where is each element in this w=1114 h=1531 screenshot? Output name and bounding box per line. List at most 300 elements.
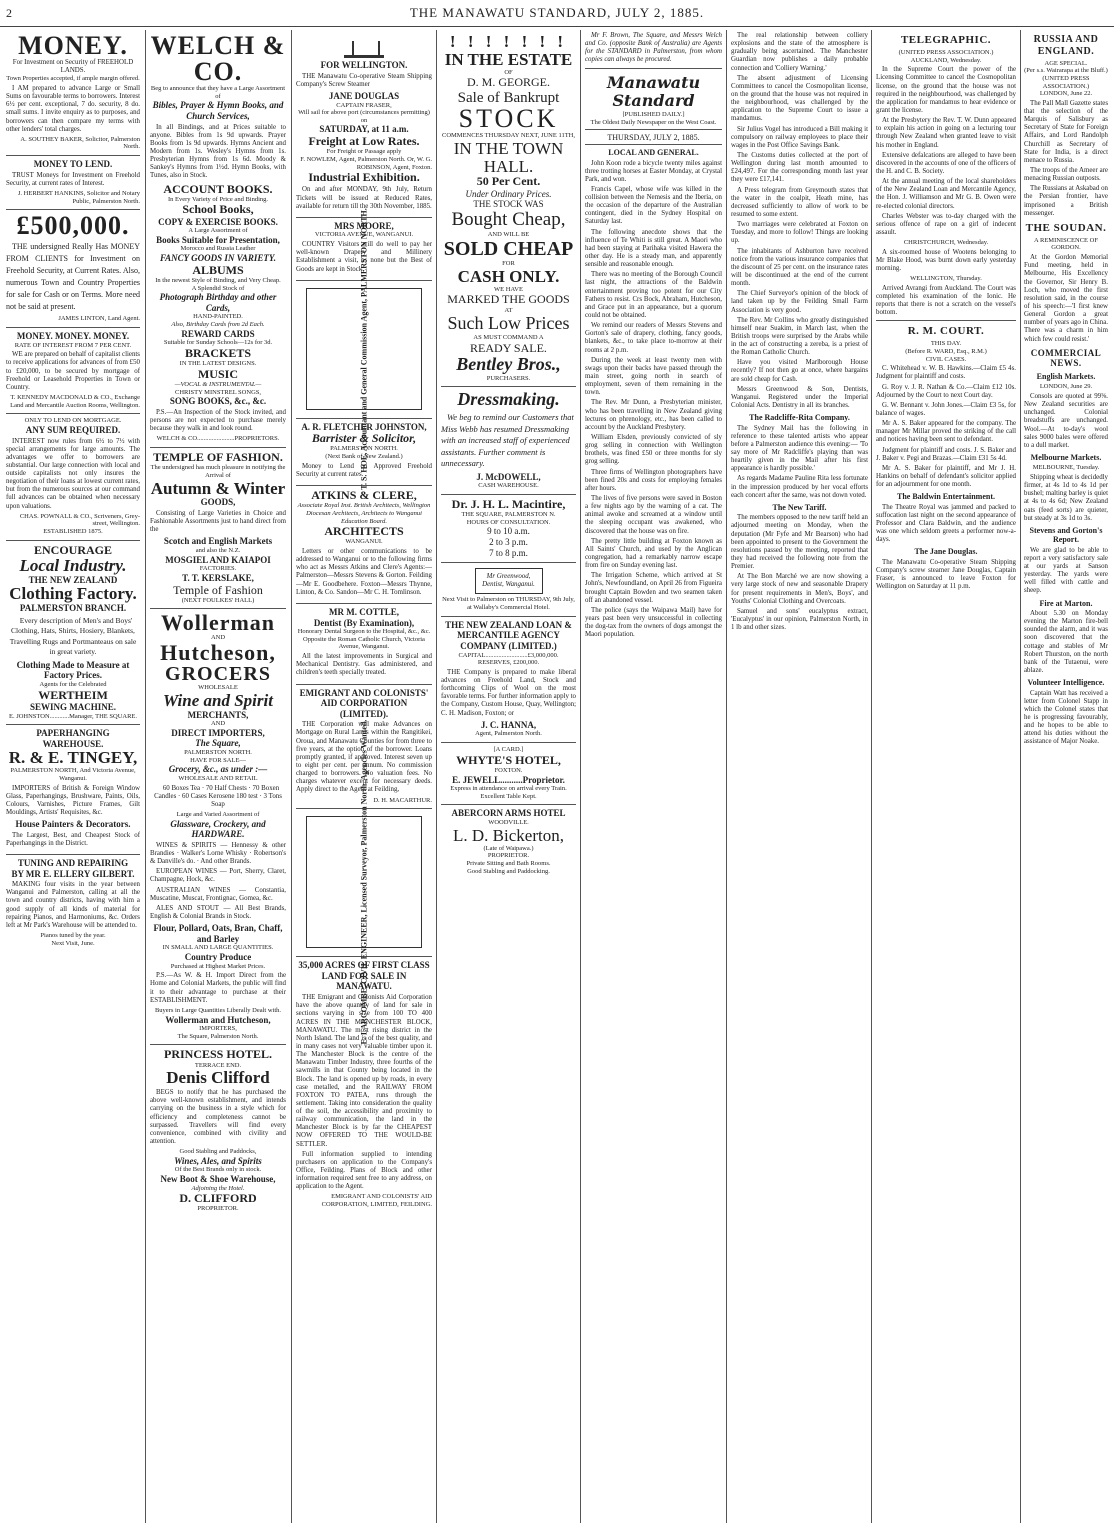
ad-subline: MOSGIEL AND KAIAPOI [165, 554, 271, 565]
page-number: 2 [6, 6, 13, 20]
ad-subline: Honorary Dental Surgeon to the Hospital, &c., &c. [297, 628, 431, 636]
ad-body: TRUST Moneys for Investment on Freehold Security, at current rates of Interest. [6, 171, 140, 187]
article-paragraph: The absent adjustment of Licensing Committees to cancel the Cosmopolitan license, on the ground that the house was not required in the neighbourhood, was challenged by the application to the Supreme Court to issue a mandamus. [731, 74, 868, 123]
ad-subline: Books Suitable for Presentation, [156, 234, 280, 245]
ad-subline: A Splendid Stock of [191, 284, 245, 292]
ad-body: THE Emigrant and Colonists Aid Corporation have the above quantity of land for sale in sections varying in size from 100 TO 400 ACRES IN THE MANCHESTER BLOCK, MANAWATU. The most rising district in the North Island. The land is of the best quality, and in many cases not very valuable timber upon it. The Manchester Block is the centre of the Manawatu Timber Industry, three fourths of the sawmills in that County being located in the Block. The land is opened up by roads, in every case metalled, and the RAILWAY FROM FOXTON TO PATEA, runs through the settlement. Taking into consideration the quality of the soil, the accessibility and proximity to railway communication, the land in the Manchester Block is by far the CHEAPEST NOW OFFERED TO THE WOULD-BE SETTLER. [296, 994, 432, 1148]
ad-headline: ABERCORN ARMS HOTEL [451, 808, 566, 819]
column-5 [585, 30, 722, 1523]
dateline: MELBOURNE, Tuesday. [1032, 464, 1100, 472]
ad-abercorn [441, 805, 576, 879]
ad-subline: THE STOCK WAS [473, 199, 544, 210]
section-heading: Melbourne Markets. [1030, 452, 1102, 462]
ad-headline: L. D. Bickerton, [453, 825, 564, 845]
ad-subline: Beg to announce that they have a Large Assortment of [150, 85, 286, 100]
article-paragraph: During the week at least twenty men with swags upon their backs have passed through the main street, going north in search of employment, seven of them remaining in the town. [585, 356, 722, 397]
ad-headline: A. R. FLETCHER JOHNSTON, [301, 421, 427, 432]
article-paragraph: John Koon rode a bicycle twenty miles against three trotting horses at Easter Monday, at Crystal Park, and won. [585, 159, 722, 183]
ad-headline: THE NEW ZEALAND LOAN & MERCANTILE AGENCY COMPANY (LIMITED.) [445, 619, 572, 651]
section-subline: (UNITED PRESS ASSOCIATION.) [1042, 74, 1090, 90]
ad-subline: 9 to 10 a.m. [487, 526, 530, 537]
section-subline: AGE SPECIAL. [1044, 59, 1088, 67]
ad-headline: PRINCESS HOTEL. [163, 1047, 273, 1062]
ad-headline: Wollerman [160, 610, 276, 636]
ad-headline: MR M. COTTLE, [328, 606, 399, 617]
column-rule [871, 30, 872, 1523]
ad-body: COUNTRY Visitors will do well to pay her well-known Drapery and Millinery Establishment a visit, as none but the Best of Goods are kept in Stock. [296, 241, 432, 273]
ad-headline: IN THE TOWN HALL. [453, 138, 564, 176]
ad-subline: Express in attendance on arrival every Train. [450, 785, 567, 793]
ad-body: WE are prepared on behalf of capitalist clients to receive applications for advances of from £50 to £20,000, to be secured by mortgage of Freehold or Leasehold Properties in Town or Country. [6, 351, 140, 391]
dateline: LONDON, June 22. [1039, 90, 1093, 98]
ad-temple-of-fashion [150, 448, 286, 609]
ad-subline: ONLY TO LEND ON MORTGAGE. [24, 417, 122, 425]
ad-subline: SEWING MACHINE. [29, 701, 116, 712]
ad-subline: 2 to 3 p.m. [489, 536, 528, 547]
ad-body: THE Corporation will make Advances on Mortgage on Rural Lands within the Rangitikei, Oroua, and Manawatu Counties for from three to five years, at the option of the borrower. Loans promptly granted, if approved. Interest seven up to eight per cent. per annum. No commission charged to borrowers. No valuation fees. No charges whatever except for necessary deeds. Apply direct to the Agent at Feilding, [296, 721, 432, 794]
ad-headline: IN THE ESTATE [444, 49, 573, 69]
ad-headline: Industrial Exhibition. [308, 170, 420, 185]
column-rule [436, 30, 437, 1523]
ad-subline: PURCHASERS. [486, 374, 531, 382]
ad-subline: PALMERSTON NORTH. [184, 749, 252, 757]
article-paragraph: C. Whitehead v. W. B. Hawkins.—Claim £5 4s. Judgment for plaintiff and costs. [876, 365, 1016, 381]
section-subline: (UNITED PRESS ASSOCIATION.) [898, 48, 994, 56]
ad-subline: Purchased at Highest Market Prices. [170, 962, 266, 970]
ad-headline: MONEY. [18, 31, 128, 60]
article-paragraph: There was no meeting of the Borough Council last night, the attractions of the Baldwin entertainment proving too potent for our City Fathers to resist. Crs Bock, Abraham, Hutcheson, and Grace put in an appearance, but a quorum could not be obtained. [585, 271, 722, 320]
ad-subline: Town Properties accepted, if ample margin offered. [6, 75, 140, 83]
article-paragraph: The Sydney Mail has the following in reference to these talented artists who appear before a Palmerston audience this evening:— 'To say more of Mr Radcliffe's playing than was heartily given in the Mail after his first appearance is hardly possible.' [731, 424, 868, 473]
ad-subline: WOODVILLE. [488, 819, 529, 827]
article-paragraph: The Manawatu Co-operative Steam Shipping Company's screw steamer Jane Douglas, Captain Fraser, is announced to leave Foxton for Wellington on Saturday at 11 p.m. [876, 558, 1016, 591]
ad-headline: D. M. GEORGE. [467, 75, 550, 90]
ad-body: In all Bindings, and at Prices suitable to anyone. Bibles from 1s 9d upwards. Prayer Books from 1s 9d upwards. Hymns Ancient and Modern from 1s. Wesley's Hymns from 1s. Presbyterian Hymns from 1s 6d. Moody & Sankey's Hymns from 1½d. Hymn Books, with Tunes, also in Stock. [150, 123, 286, 180]
section-heading: The Radcliffe-Rita Company. [749, 413, 850, 423]
ad-signature: J. HERBERT HANKINS, Solicitor and Notary Public, Palmerston North. [17, 189, 140, 205]
ad-subline: THE SQUARE, PALMERSTON N. [461, 511, 556, 519]
ad-headline: MONEY TO LEND. [33, 159, 113, 170]
ad-subline: Scotch and English Markets [163, 536, 273, 547]
ad-subline: COPY & EXERCISE BOOKS. [158, 216, 278, 227]
ad-welch [150, 30, 286, 448]
ad-subline: PALMERSTON BRANCH. [19, 603, 127, 614]
ad-headline: ENCOURAGE [33, 542, 112, 557]
ad-mortgage [6, 414, 140, 541]
ad-body: On and after MONDAY, 9th July, Return Tickets will be issued at Reduced Rates, available for return till the 30th November, 1885. [296, 186, 432, 210]
column-rule [580, 30, 581, 1523]
article-paragraph: Mr A. S. Baker for plaintiff, and Mr J. H. Hankins on behalf of defendant's solicitor applied for an adjournment for one month. [876, 464, 1016, 489]
ad-subline: New Boot & Shoe Warehouse, [160, 1174, 276, 1185]
article-paragraph: The police (says the Waipawa Mail) have for years past been very unsuccessful in collecting the dog-tax from the owners of dogs amongst the Maori population. [585, 606, 722, 639]
ad-subline: PROPRIETOR. [487, 852, 530, 860]
ad-subline: AND [210, 720, 226, 728]
article-paragraph: The pretty little building at Foxton known as All Saints' Church, and used by the Anglican congregation, had a remarkably narrow escape from fire on Sunday evening last. [585, 537, 722, 570]
ad-headline: TUNING AND REPAIRING [17, 857, 129, 868]
ad-subline: HAND-PAINTED. [193, 313, 243, 321]
ad-headline: MARKED THE GOODS [447, 292, 570, 307]
ad-headline: £500,000. [16, 211, 130, 241]
ad-subline: Excellent Table Kept. [480, 792, 537, 800]
ad-headline: SOLD CHEAP [443, 238, 574, 261]
article-paragraph: G. Roy v. J. R. Nathan & Co.—Claim £12 10s. Adjourned by the Court to next Court day. [876, 383, 1016, 399]
ad-headline: WELCH & CO. [150, 31, 286, 86]
ad-body: AUSTRALIAN WINES — Constantia, Muscatine, Muscat, Frontignac, Gomea, &c. [150, 886, 286, 902]
ad-subline: Next Visit to Palmerston on THURSDAY, 9th July, at Wallaby's Commercial Hotel. [442, 596, 575, 612]
ad-headline: TEMPLE OF FASHION. [153, 450, 283, 465]
ad-headline: GROCERS [165, 663, 271, 686]
ad-atkins-clere [296, 486, 432, 604]
ad-body: 60 Boxes Tea · 70 Half Chests · 70 Boxen Candles · 60 Cases Kerosene 180 test · 3 Tons Soap [154, 784, 282, 808]
ad-subline: WE HAVE [494, 285, 523, 293]
column-7 [876, 30, 1016, 1523]
ad-headline: CASH ONLY. [457, 266, 560, 286]
ad-headline: ANY SUM REQUIRED. [25, 424, 121, 435]
ad-subline: TERRACE END. [194, 1061, 242, 1069]
paper-nameplate [585, 68, 722, 130]
column-6 [731, 30, 868, 1523]
ad-headline: ATKINS & CLERE, [311, 488, 417, 503]
article-paragraph: A Press telegram from Greymouth states that the water in the coalpit, Heath mine, has decreased sufficiently to allow of work to be resumed to some extent. [731, 186, 868, 218]
ad-headline: MUSIC [197, 366, 238, 381]
ad-body: BEGS to notify that he has purchased the above well-known establishment, and intends carrying on the business in a style which for efficiency and completeness cannot be surpassed. Travellers will find every convenience, combined with civility and attention. [150, 1089, 286, 1145]
ad-signature: Wollerman and Hutcheson, [165, 1014, 271, 1025]
ad-subline: PALMERSTON NORTH. [330, 445, 398, 453]
ad-subline: The Square, [195, 738, 241, 749]
article-paragraph: The members opposed to the new tariff held an adjourned meeting on Monday, when the deputation (Mr Fyfe and Mr Bearson) who had been appointed to present to the Government the resolutions passed by the meeting, reported that they had received the following note from the Premier. [731, 514, 868, 571]
ad-headline: Denis Clifford [166, 1068, 270, 1088]
ad-subline: Agent, Palmerston North. [475, 730, 542, 738]
ad-body: The Largest, Best, and Cheapest Stock of Paperhangings in the District. [6, 831, 140, 847]
ad-subline: A Large Assortment of [188, 227, 248, 235]
ad-body: All the latest improvements in Surgical and Mechanical Dentistry. Gas administered, and children's teeth specially treated. [296, 653, 432, 677]
article-paragraph: Shipping wheat is decidedly firmer, at 4s 1d to 4s 1d per bushel; malting barley is quiet at 4s to 4s 6d; New Zealand oats (feed sorts) are quieter, but steady at 3s 1d to 3s. [1024, 474, 1108, 522]
ad-subline: HOURS OF CONSULTATION. [466, 518, 551, 526]
ad-body: THE Company is prepared to make liberal advances on Freehold Land, Stock and forthcoming Clips of Wool on the most favorable terms. For further information apply to the Company, Custom House, Quay, Wellington; C. H. Madison, Foxton; or [441, 668, 576, 717]
ad-signature: D. CLIFFORD [179, 1191, 257, 1206]
article-paragraph: The inhabitants of Ashburton have received notice from the various insurance companies that the discount of 25 per cent. on the insurance rates will be discontinued at the end of the current month. [731, 247, 868, 288]
section-heading: R. M. COURT. [907, 325, 985, 338]
ad-signature: T. KENNEDY MACDONALD & CO., Exchange Land and Mercantile Auction Rooms, Wellington. [10, 393, 140, 409]
ad-subline: The undersigned has much pleasure in notifying the Arrival of [150, 464, 286, 479]
ad-headline: Hutcheson, [160, 640, 276, 666]
ad-headline: Bentley Bros., [456, 353, 561, 374]
ad-subline: Clothing Made to Measure at Factory Prices. [16, 659, 130, 681]
ad-subline: Grocery, &c., as under :— [168, 764, 268, 775]
section-subline: (Before R. WARD, Esq., R.M.) [905, 348, 987, 356]
article-paragraph: The Chief Surveyor's opinion of the block of land taken up by the Feilding Small Farm Association is very good. [731, 290, 868, 314]
ad-subline: RESERVES, £200,000. [477, 659, 540, 667]
published-note: [PUBLISHED DAILY.] [622, 111, 685, 119]
ad-subline: REWARD CARDS [181, 328, 255, 339]
ad-subline: Buyers in Large Quantities Liberally Dealt with. [154, 1006, 282, 1014]
ad-subline: CASH WAREHOUSE. [478, 482, 539, 490]
ad-headline: 50 Per Cent. [476, 174, 541, 189]
ad-for-wellington [296, 30, 432, 218]
ad-wollerman-hutcheson [150, 609, 286, 1045]
ad-headline: EMIGRANT AND COLONISTS' AID CORPORATION (LIMITED). [299, 687, 429, 719]
ad-subline: AT [504, 306, 513, 314]
ad-subline: In the newest Style of Binding, and Very Cheap. [155, 276, 281, 284]
ad-subline: FANCY GOODS IN VARIETY. [159, 253, 277, 264]
ad-body: INTEREST now rules from 6½ to 7½ with special arrangements for large amounts. The advantages we offer to borrowers are substantial. Our large connection with local and outside capitalists not only insures the negotiation of their loans at lowest current rates, but from the numerous sources at our command full advances can be obtained when necessary upon valuations. [6, 437, 140, 510]
ad-subline: GOODS, [200, 497, 236, 508]
ad-subline: Opposite the Roman Catholic Church, Victoria Avenue, Wanganui. [303, 635, 425, 651]
article-paragraph: We remind our readers of Messrs Stevens and Gorton's sale of drapery, clothing, fancy goods, blankets, &c., to take place to-morrow at their rooms at 2 p.m. [585, 322, 722, 354]
column-8 [1024, 30, 1108, 1523]
ad-subline: JANE DOUGLAS [328, 90, 400, 101]
ad-subline: WANGANUI. [345, 538, 383, 546]
ad-princess-hotel [150, 1045, 286, 1217]
ad-subline: Dentist (By Examination), [313, 617, 415, 628]
column-rule [145, 30, 146, 1523]
ad-piano-tuning [6, 855, 140, 951]
ad-subline: Pianos tuned by the year. [40, 932, 106, 940]
article-paragraph: The lives of five persons were saved in Boston a few nights ago by the warning of a cat. The animal awoke and screamed at a window until the sleeping occupant was awakened, who discovered that the house was on fire. [585, 494, 722, 535]
agents-note: Mr F. Brown, The Square, and Messrs Welch and Co. (opposite Bank of Australia) are Agents for the STANDARD in Palmerston, from whom copies can always be procured. [585, 32, 722, 64]
ad-headline: ACCOUNT BOOKS. [163, 181, 273, 196]
ad-subline: Agents for the Celebrated [39, 681, 107, 689]
ad-subline: E. JEWELL..........Proprietor. [452, 774, 565, 785]
section-heading: LOCAL AND GENERAL. [608, 148, 699, 158]
ad-subline: For Investment on Security of FREEHOLD LANDS. [12, 59, 134, 75]
section-heading: Stevens and Gorton's Report. [1029, 525, 1103, 545]
ad-headline: Dressmaking. [457, 389, 560, 410]
column-rule [1020, 30, 1021, 1523]
ad-signature: A. SOUTHEY BAKER, Solicitor, Palmerston North. [20, 135, 140, 151]
section-heading: COMMERCIAL NEWS. [1030, 347, 1102, 369]
ad-subline: Good Stabling and Paddocks, [179, 1148, 257, 1156]
ad-subline: IN SMALL AND LARGE QUANTITIES. [162, 944, 274, 952]
ad-headline: School Books, [182, 202, 254, 217]
ad-headline: ! ! ! ! ! ! ! [449, 32, 568, 51]
ad-tingey [6, 725, 140, 855]
section-subline: (Per s.s. Wairarapa at the Bluff.) [1024, 67, 1108, 75]
ad-subline: Will sail for above port (circumstances permitting) on [298, 109, 430, 124]
ad-subline: Bibles, Prayer & Hymn Books, and Church Services, [152, 100, 284, 121]
ad-subline: and also the N.Z. [195, 547, 241, 554]
ad-subline: Of the Best Brands only in stock. [174, 1166, 262, 1174]
ad-money [6, 30, 140, 156]
ad-headline: Temple of Fashion [173, 582, 263, 597]
ad-subline: FOXTON. [494, 766, 523, 774]
ad-whytes-hotel [441, 743, 576, 805]
ad-subline: Under Ordinary Prices. [465, 188, 552, 199]
ad-subline: CAPITAL..........................£3,000,000. [458, 651, 559, 659]
ad-headline: BRACKETS [184, 345, 252, 360]
ad-subline: DIRECT IMPORTERS, [171, 727, 265, 738]
article-paragraph: The Rev. Mr Collins who greatly distinguished himself near Suakim, in March last, when the British troops were surprised by the Arabs while in the act of constructing a zereba, is a priest of the Roman Catholic Church. [731, 316, 868, 357]
ad-headline: STOCK [458, 104, 559, 134]
ad-subline: Adjoining the Hotel. [191, 1184, 245, 1192]
section-heading: The Jane Douglas. [914, 547, 978, 557]
section-subline: THIS DAY. [930, 340, 962, 348]
ad-subline: FACTORIES. [199, 565, 237, 573]
dateline: WELLINGTON, Thursday. [910, 275, 982, 283]
ad-subline: (Next Bank of New Zealand.) [325, 453, 403, 461]
ad-subline: In Every Variety of Price and Binding. [167, 195, 269, 203]
ad-signature: CHAS. POWNALL & CO., Scriveners, Grey-street, Wellington. [19, 512, 140, 528]
ad-bankrupt-stock [441, 30, 576, 387]
masthead-title: THE MANAWATU STANDARD, JULY 2, 1885. [409, 5, 705, 20]
ad-subline: (NEXT FOULKES' HALL) [181, 596, 255, 604]
ad-headline: ALBUMS [192, 262, 244, 277]
article-paragraph: Judgment for plaintiff and costs. J. S. Baker and J. Baker v. Pegi and Brazas.—Claim £31 5s 4d. [876, 446, 1016, 462]
article-paragraph: Charles Webster was to-day charged with the serious offence of rape on a girl of indecent assault. [876, 212, 1016, 236]
column-1 [6, 30, 140, 1523]
ad-signature: F. NOWLEM, Agent, Palmerston North. Or, W. G. ROBINSON, Agent, Foxton. [300, 155, 432, 171]
section-heading: Fire at Marton. [1039, 598, 1093, 608]
article-paragraph: The Rev. Mr Dunn, a Presbyterian minister, who has been travelling in New Zealand giving lectures on phrenology, etc., has been called to account by the Auckland Presbytery. [585, 399, 722, 431]
ad-headline: READY SALE. [470, 340, 547, 355]
ad-nzlma [441, 617, 576, 743]
ad-signature: J. C. HANNA, [480, 719, 537, 730]
ad-subline: VICTORIA AVENUE, WANGANUI. [314, 231, 414, 239]
ad-body: Letters or other communications to be addressed to Wanganui or to the following firms who act as Messrs Atkins and Clere's Agents:— Palmerston—Messrs Stevens & Gorton. Feilding—Mr E. Goodbehere. Foxton—Messrs Thynne, Linton, & Co. Sandon—Mr C. H. Tomlinson. [296, 548, 432, 596]
ad-headline: Autumn & Winter [150, 478, 286, 498]
ad-subline: OF [504, 68, 513, 76]
article-paragraph: G. W. Bennant v. John Jones.—Claim £3 5s, for balance of wages. [876, 401, 1016, 418]
article-paragraph: The Customs duties collected at the port of Wellington during last month amounted to £24,497. For the corresponding month last year they were £17,141. [731, 151, 868, 184]
ad-body: P.S.—As W. & H. Import Direct from the Home and Colonial Markets, the public will find it to their advantage to purchase at their ESTABLISHMENT. [150, 972, 286, 1004]
article-paragraph: Captain Watt has received a letter from Colonel Stapp in which the Colonel states that he is progressing favourably, and he hopes to be able to attend his duties without the assistance of Major Noake. [1024, 689, 1108, 746]
article-paragraph: About 5.30 on Monday evening the Marton fire-bell sounded the alarm, and it was soon discovered that the cottage and stables of Mr Robert Thurston, on the north bank of the Tutaenui, were ablaze. [1024, 610, 1108, 675]
ad-macintire [441, 495, 576, 563]
oldest-note: The Oldest Daily Newspaper on the West Coast. [590, 118, 717, 126]
ad-subline: WHOLESALE AND RETAIL [178, 774, 258, 782]
ad-subline: SATURDAY, at 11 a.m. [319, 124, 409, 135]
ad-subline: The Square, Palmerston North. [177, 1032, 259, 1040]
article-paragraph: The Pall Mall Gazette states that the selection of the Marquis of Salisbury as Secretary of State for Foreign Affairs, and Lord Randolph Churchill as Secretary of State for India, is a direct menace to Russia. [1024, 99, 1108, 164]
ad-headline: FOR WELLINGTON. [320, 60, 408, 70]
ad-signature: E. JOHNSTON............Manager, THE SQUARE. [8, 712, 138, 720]
ad-money-money [6, 328, 140, 414]
ad-headline: PAPERHANGING WAREHOUSE. [36, 728, 110, 749]
ad-signature: WELCH & CO.......................PROPRIETORS. [156, 435, 280, 443]
article-paragraph: Extensive defalcations are alleged to have been discovered in the accounts of one of the officers of the H. and C. B. Society. [876, 151, 1016, 175]
paper-name: Manawatu Standard [606, 72, 701, 111]
steamer-icon [344, 35, 384, 58]
ad-headline: Wine and Spirit [163, 690, 273, 710]
ad-subline: Country Produce [184, 952, 252, 963]
article-paragraph: Messrs Greenwood & Son, Dentists, Wanganui. Registered under the Imperial Colonial Acts. Dentistry in all its branches. [731, 385, 868, 410]
ad-subline: WHOLESALE [198, 684, 238, 692]
article-paragraph: Consols are quoted at 99⅝. New Zealand securities are unchanged. Colonial breadstuffs are unchanged. Wool.—At to-day's wool sales 9000 bales were offered to a dull market. [1024, 392, 1108, 449]
column-4 [441, 30, 576, 1523]
ad-headline: MRS MOORE, [334, 220, 394, 231]
article-paragraph: Samuel and sons' eucalyptus extract, 'Eucalyptus' in our opinion, Palmerston North, in 1 lb and other sizes. [731, 607, 868, 632]
ad-headline: ARCHITECTS [324, 524, 404, 539]
ad-subline: Suitable for Sunday Schools—12s for 3d. [163, 339, 273, 347]
article-paragraph: At the annual meeting of the local shareholders of the New Zealand Loan and Mercantile Agency, the Hon. J. Williamson and Mr G. B. Owen were re-elected colonial directors. [876, 178, 1016, 210]
ad-subline: Good Stabling and Paddocking. [467, 867, 550, 875]
ad-headline: Barrister & Solicitor, [311, 431, 417, 446]
ad-headline: WHYTE'S HOTEL, [456, 752, 561, 767]
ad-body: THE undersigned Really Has MONEY FROM CLIENTS for Investment on Freehold Security, at Current Rates. Also, numerous Town and Country Properties for sale for Cash or on Terms. More need not be said at present. [6, 242, 140, 312]
ad-subline: T. T. KERSLAKE, [182, 572, 254, 583]
masthead [0, 0, 1114, 27]
ad-clothing-factory [6, 541, 140, 725]
article-paragraph: Sir Julius Vogel has introduced a Bill making it compulsory on railway employees to place their wages in the Post Office Savings Bank. [731, 125, 868, 149]
ad-headline: Clothing Factory. [9, 584, 137, 604]
ad-500000 [6, 210, 140, 328]
ad-body: WINES & SPIRITS — Hennessy & other Brandies · Walker's Lorne Whisky · Robertson's & Danville's do. · And other Brands. [150, 841, 286, 866]
ad-subline: AND [210, 634, 226, 642]
ad-body: Consisting of Large Varieties in Choice and Fashionable Assortments just to hand direct from the [150, 509, 286, 534]
ad-subline: THE NEW ZEALAND [28, 574, 118, 585]
ad-subline: ESTABLISHED 1875. [43, 528, 103, 536]
article-paragraph: The Theatre Royal was jammed and packed to suffocation last night on the second appearance of Professor and Clara Baldwin, and the audience was one which seldom greets a performer now-a-days. [876, 503, 1016, 544]
ad-subline: BY MR E. ELLERY GILBERT. [11, 868, 135, 879]
ad-subline: RATE OF INTEREST FROM 7 PER CENT. [14, 341, 132, 349]
ad-body: IMPORTERS of British & Foreign Window Glass, Paperhangings, Brushware, Paints, Oils, Colours, Varnishes, Picture Frames, Gilt Mouldings, Artists' Requisites, &c. [6, 784, 140, 816]
ad-subline: Mr Greenwood, Dentist, Wanganui. [475, 568, 543, 594]
ad-headline: R. & E. TINGEY, [8, 748, 138, 768]
ad-subline: CHRISTY MINSTREL SONGS, [174, 388, 261, 396]
ad-subline: PROPRIETOR. [197, 1205, 239, 1213]
ad-subline: PALMERSTON NORTH, And Victoria Avenue, Wanganui. [10, 767, 136, 782]
ad-headline: Freight at Low Rates. [308, 134, 420, 149]
section-heading: RUSSIA AND ENGLAND. [1033, 34, 1099, 57]
ad-body: Full information supplied to intending purchasers on application to the Company's Office, Feilding. Plans of Block and other information required sent free to any address, on application to the Agent. [296, 1150, 432, 1191]
ad-subline: Wines, Ales, and Spirits [174, 1155, 262, 1166]
ad-body: We beg to remind our Customers that Miss Webb has resumed Dressmaking with an increased staff of experienced assistants. Further comment is unnecessary. [441, 412, 574, 469]
dateline: AUCKLAND, Wednesday. [910, 56, 982, 64]
ad-body: Money to Lend on Approved Freehold Security at current rates. [296, 462, 432, 478]
ad-body: MAKING four visits in the year between Wanganui and Palmerston, calling at all the town and country districts, having with him a good supply of all kinds of material for repairing Pianos, and Harmoniums, &c. Orders left at Mr Park's Warehouse will be attended to. [6, 881, 140, 929]
section-heading: The Baldwin Entertainment. [896, 492, 995, 502]
ad-subline: Large and Varied Assortment of [176, 811, 260, 819]
card-text: T. S. HOE, Accountant and General Commission Agent, PALMERSTON NORTH. [359, 207, 369, 490]
article-paragraph: We are glad to be able to report a very satisfactory sale at our yards at Sanson yesterday. The yards were well filled with cattle and sheep. [1024, 546, 1108, 595]
ad-subline: HAVE FOR SALE— [190, 756, 246, 764]
ad-body: P.S.—An Inspection of the Stock invited, and persons are not expected to purchase merely because they walk in and look round. [150, 408, 286, 433]
ad-headline: WERTHEIM [38, 687, 108, 702]
ad-subline: COMMENCES THURSDAY NEXT, JUNE 11TH, [441, 132, 576, 140]
section-heading: The New Tariff. [772, 502, 827, 512]
article-paragraph: William Elsden, previously convicted of sly grog selling in connection with Wellington brothels, was fined £50 or three months for sly grog selling. [585, 434, 722, 466]
article-paragraph: The real relationship between colliery explosions and the state of the atmosphere is gradually being ascertained. The Manchester Guardian now publishes a daily probable connection and 'Colliery Warning.' [731, 32, 868, 72]
ad-subline: [A CARD.] [493, 746, 524, 753]
ad-signature: EMIGRANT AND COLONISTS' AID CORPORATION, LIMITED, FEILDING. [321, 1193, 432, 1209]
ad-subline: Glassware, Crockery, and HARDWARE. [170, 818, 266, 840]
ad-subline: (Late of Waipawa.) [483, 844, 534, 852]
ad-greenwood [441, 563, 576, 617]
ad-subline: 7 to 8 p.m. [489, 547, 528, 558]
article-paragraph: The following anecdote shows that the influence of Te Whiti is still great. A Maori who had been staying at Parihaka visited Hawera the other day. He is a steady man, and apparently sensible and reasonable enough. [585, 228, 722, 269]
section-subline: CIVIL CASES. [925, 355, 967, 363]
ad-body: THE Manawatu Co-operative Steam Shipping Company's Screw Steamer [296, 72, 432, 88]
column-3 [296, 30, 432, 1523]
ad-subline: IMPORTERS, [199, 1025, 237, 1033]
article-paragraph: At the Presbytery the Rev. T. W. Dunn appeared to explain his action in going on a lecturing tour through New Zealand when granted leave to visit his mother in England. [876, 117, 1016, 149]
ad-headline: Dr. J. H. L. Macintire, [451, 496, 566, 511]
article-paragraph: The Russians at Askabad on the Persian frontier, have imprisoned a British messenger. [1024, 185, 1108, 217]
section-heading: TELEGRAPHIC. [900, 34, 992, 46]
article-paragraph: Two marriages were celebrated at Foxton on Tuesday, and more to follow! Things are looking up. [731, 221, 868, 245]
ad-body: EUROPEAN WINES — Port, Sherry, Claret, Champagne, Hock, &c. [150, 868, 286, 884]
ad-subline: House Painters & Decorators. [15, 819, 131, 830]
ad-headline: MONEY. MONEY. MONEY. [16, 330, 130, 341]
ad-subline: Next Visit, June. [51, 939, 95, 947]
column-2 [150, 30, 286, 1523]
section-heading: Volunteer Intelligence. [1027, 678, 1105, 688]
ad-subline: Flour, Pollard, Oats, Bran, Chaff, and Barley [153, 923, 283, 944]
ad-subline: CAPTAIN FRASER, [336, 101, 392, 109]
ad-subline: Morocco and Russia Leather [180, 245, 256, 253]
section-heading: THE SOUDAN. [1025, 221, 1107, 234]
article-paragraph: In the Supreme Court the power of the Licensing Committee to cancel the Cosmopolitan license, on the ground that the house was not required in the neighbourhood, was challenged by the application for mandamus to hear evidence or grant the license. [876, 66, 1016, 114]
